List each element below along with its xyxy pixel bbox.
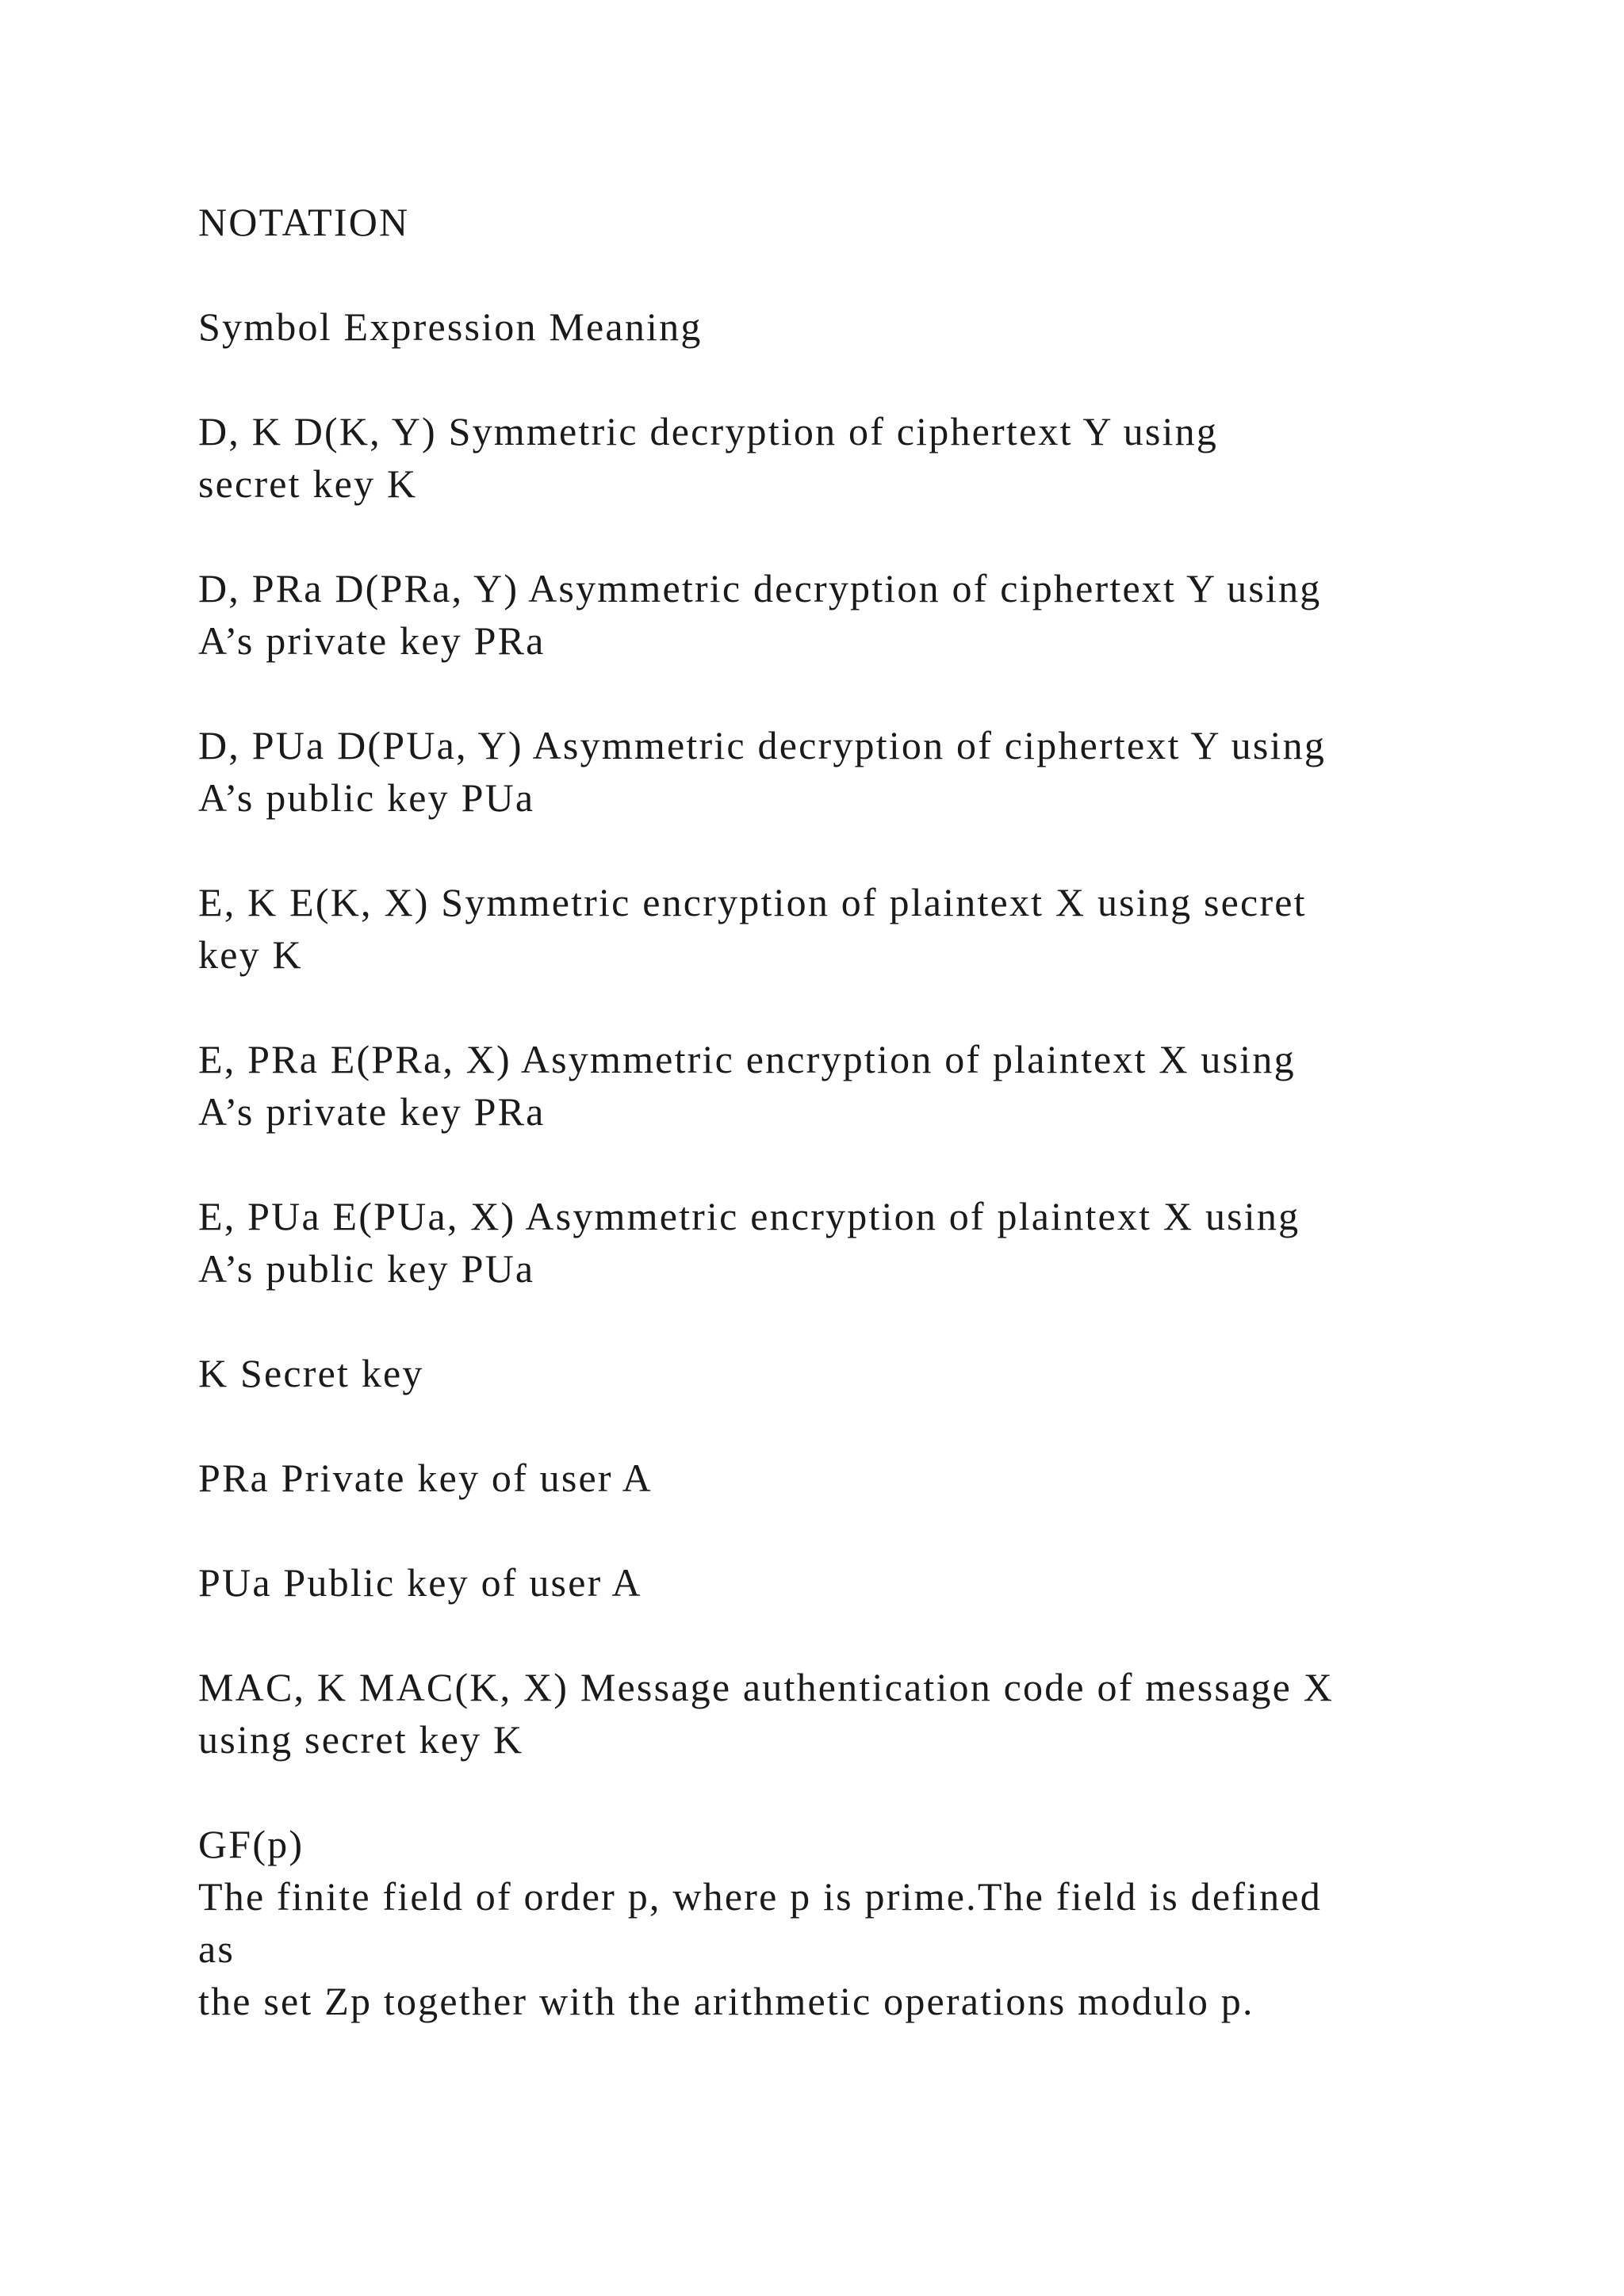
entry-line: D, PUa D(PUa, Y) Asymmetric decryption of ciphertext Y using xyxy=(198,723,1327,767)
page-heading xyxy=(198,196,1451,248)
entry-line: E, PUa E(PUa, X) Asymmetric encryption of plaintext X using xyxy=(198,1194,1300,1238)
notation-entry-d-pua xyxy=(198,719,1451,824)
entry-line: D, PRa D(PRa, Y) Asymmetric decryption of ciphertext Y using xyxy=(198,566,1322,610)
notation-content xyxy=(198,196,1451,2027)
entry-line: A’s public key PUa xyxy=(198,775,535,820)
entry-line: using secret key K xyxy=(198,1717,524,1762)
entry-line: D, K D(K, Y) Symmetric decryption of ciphertext Y using xyxy=(198,409,1219,453)
columns-header-text: Symbol Expression Meaning xyxy=(198,304,703,349)
entry-line: secret key K xyxy=(198,461,418,506)
notation-entry-d-k xyxy=(198,405,1451,510)
entry-line: A’s public key PUa xyxy=(198,1246,535,1291)
notation-entry-k xyxy=(198,1347,1451,1399)
columns-header xyxy=(198,300,1451,353)
gf-definition-line: The finite field of order p, where p is prime.The field is defined xyxy=(198,1874,1322,1919)
entry-line: A’s private key PRa xyxy=(198,1089,546,1134)
entry-line: MAC, K MAC(K, X) Message authentication code of message X xyxy=(198,1665,1335,1709)
entry-line: PRa Private key of user A xyxy=(198,1456,653,1500)
notation-entry-e-pra xyxy=(198,1033,1451,1138)
notation-entry-gf xyxy=(198,1818,1451,2027)
gf-definition-line: the set Zp together with the arithmetic operations modulo p. xyxy=(198,1979,1254,2023)
entry-line: key K xyxy=(198,932,303,977)
heading-text: NOTATION xyxy=(198,200,410,244)
notation-entry-pra xyxy=(198,1452,1451,1504)
notation-entry-pua xyxy=(198,1556,1451,1609)
entry-line: A’s private key PRa xyxy=(198,618,546,663)
notation-entry-d-pra xyxy=(198,562,1451,667)
notation-entry-e-k xyxy=(198,876,1451,981)
entry-line: E, PRa E(PRa, X) Asymmetric encryption of plaintext X using xyxy=(198,1037,1296,1081)
gf-symbol: GF(p) xyxy=(198,1822,304,1866)
entry-line: K Secret key xyxy=(198,1351,424,1395)
gf-definition-line: as xyxy=(198,1927,236,1971)
entry-line: E, K E(K, X) Symmetric encryption of plaintext X using secret xyxy=(198,880,1307,924)
notation-entry-e-pua xyxy=(198,1190,1451,1295)
notation-entry-mac xyxy=(198,1661,1451,1766)
entry-line: PUa Public key of user A xyxy=(198,1560,642,1605)
